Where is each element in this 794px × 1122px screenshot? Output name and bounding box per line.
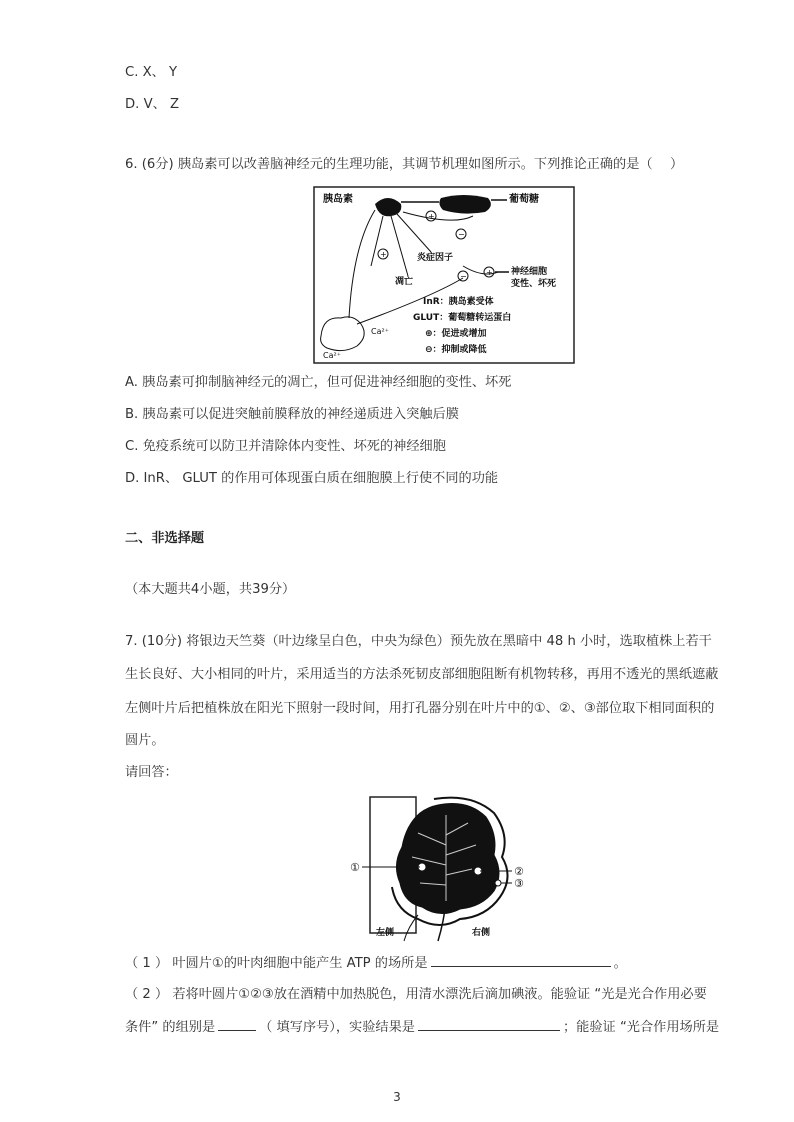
q6-option-b: B. 胰岛素可以促进突触前膜释放的神经递质进入突触后膜 (125, 407, 459, 422)
q7-line-4: 圆片。 (125, 733, 165, 748)
figure-ca-label-1: Ca²⁺ (371, 327, 389, 336)
insulin-mechanism-figure (313, 186, 575, 364)
q7-prompt: 请回答： (125, 765, 178, 780)
option-c: C. X、 Y (125, 65, 178, 80)
page-number: 3 (393, 1090, 401, 1104)
q7-line-2: 生长良好、大小相同的叶片，采用适当的方法杀死韧皮部细胞阻断有机物转移，再用不透光的黑纸遮蔽 (125, 667, 719, 682)
q7-sub-2-line-2: 条件” 的组别是 （ 填写序号），实验结果是 ；能验证 “光合作用场所是 (125, 1020, 720, 1035)
q7-sub-2-line-1: （ 2 ） 若将叶圆片①②③放在酒精中加热脱色，用清水漂洗后滴加碘液。能验证 “光是光合作用必要 (125, 987, 707, 1002)
figure-legend-glut: GLUT：葡萄糖转运蛋白 (413, 313, 512, 323)
q7-line-3: 左侧叶片后把植株放在阳光下照射一段时间，用打孔器分别在叶片中的①、②、③部位取下相同面积的 (125, 701, 715, 716)
answer-blank-3[interactable] (418, 1018, 560, 1031)
figure-legend-promote: ⊕：促进或增加 (425, 329, 487, 339)
svg-text:+: + (486, 268, 493, 277)
q6-option-d: D. InR、 GLUT 的作用可体现蛋白质在细胞膜上行使不同的功能 (125, 471, 499, 486)
figure-neuron-label-1: 神经细胞 (511, 267, 548, 277)
section-2-title: 二、非选择题 (125, 531, 205, 546)
leaf-point-2-label: ② (514, 865, 524, 878)
leaf-left-label: 左侧 (376, 928, 395, 938)
figure-insulin-label: 胰岛素 (323, 194, 353, 205)
q7-line-1: 7. (10分) 将银边天竺葵（叶边缘呈白色，中央为绿色）预先放在黑暗中 48 h 小时，选取植株上若干 (125, 634, 712, 649)
figure-neuron-label-2: 变性、坏死 (511, 279, 557, 289)
leaf-point-1-label: ① (350, 861, 360, 874)
svg-text:+: + (428, 212, 435, 221)
leaf-black-paper-label: 黑纸 (378, 807, 400, 820)
leaf-figure (348, 795, 530, 943)
leaf-point-3-label: ③ (514, 877, 524, 890)
svg-text:−: − (458, 230, 465, 239)
question-6-stem: 6. (6分) 胰岛素可以改善脑神经元的生理功能，其调节机理如图所示。下列推论正确的是（ ） (125, 157, 684, 172)
answer-blank-1[interactable] (431, 954, 611, 967)
answer-blank-2[interactable] (218, 1018, 256, 1031)
figure-glucose-label: 葡萄糖 (509, 194, 539, 205)
option-d: D. V、 Z (125, 97, 179, 112)
svg-text:−: − (460, 272, 467, 281)
figure-apoptosis-label: 凋亡 (395, 277, 414, 287)
section-2-note: （本大题共4小题，共39分） (125, 582, 296, 597)
q7-sub-1: （ 1 ） 叶圆片①的叶肉细胞中能产生 ATP 的场所是 。 (125, 956, 627, 971)
figure-legend-inr: InR：胰岛素受体 (423, 297, 494, 307)
figure-inflammatory-label: 炎症因子 (417, 253, 454, 263)
leaf-right-label: 右侧 (472, 928, 491, 938)
figure-ca-label-2: Ca²⁺ (323, 351, 341, 360)
q6-option-c: C. 免疫系统可以防卫并清除体内变性、坏死的神经细胞 (125, 439, 446, 454)
svg-text:+: + (380, 250, 387, 259)
q6-option-a: A. 胰岛素可抑制脑神经元的凋亡，但可促进神经细胞的变性、坏死 (125, 375, 512, 390)
figure-legend-inhibit: ⊖：抑制或降低 (425, 345, 487, 355)
